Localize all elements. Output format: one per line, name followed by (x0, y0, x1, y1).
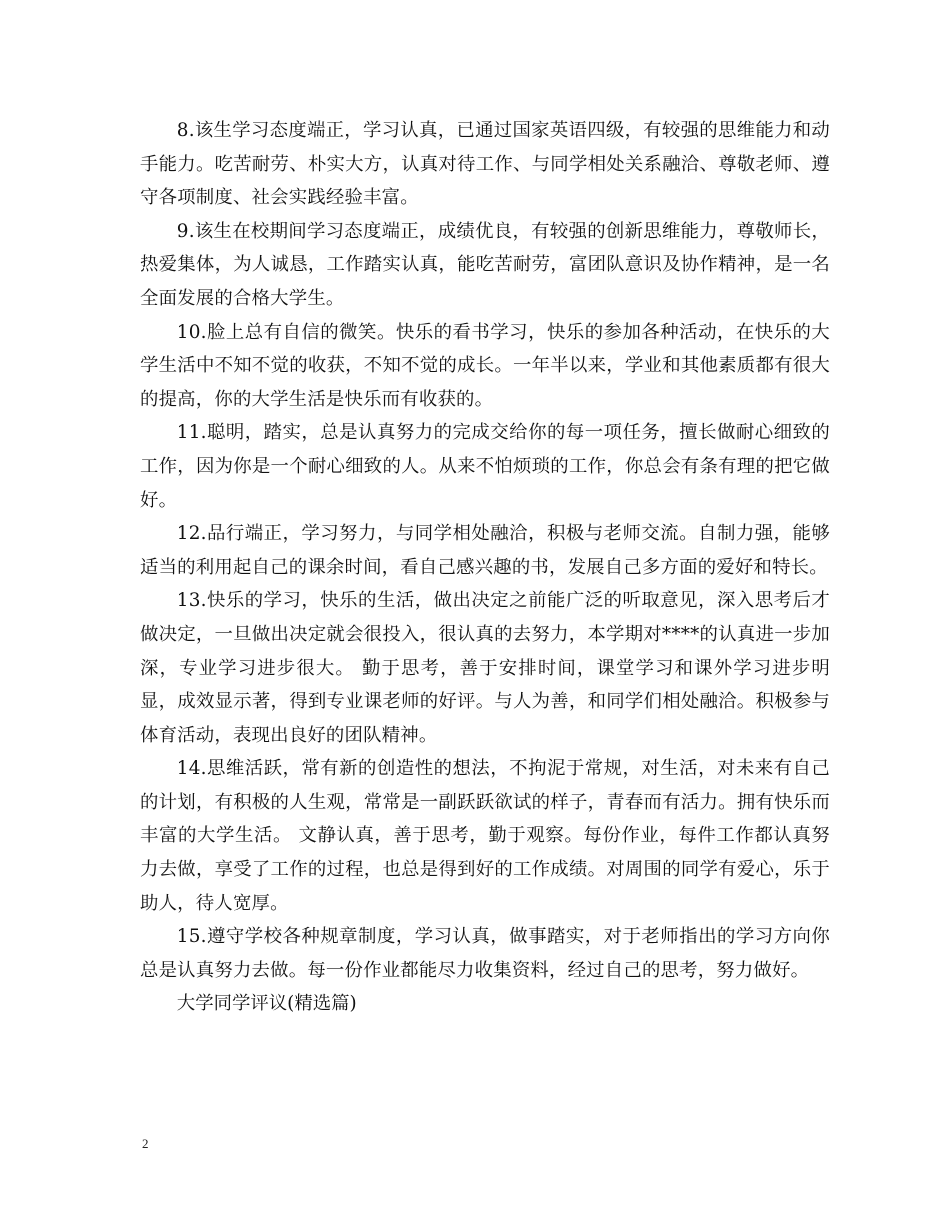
paragraph-10: 10.脸上总有自信的微笑。快乐的看书学习，快乐的参加各种活动，在快乐的大学生活中不知不觉的收获，不知不觉的成长。一年半以来，学业和其他素质都有很大的提高，你的大学生活是快乐而有收获的。 (140, 321, 830, 410)
paragraph-14: 14.思维活跃，常有新的创造性的想法，不拘泥于常规，对生活，对未来有自己的计划，有积极的人生观，常常是一副跃跃欲试的样子，青春而有活力。拥有快乐而丰富的大学生活。 文静认真，善于思考，勤于观察。每份作业，每件工作都认真努力去做，享受了工作的过程，也总是得到好的工作成绩。对周围的同学有爱心，乐于助人，待人宽厚。 (140, 758, 830, 914)
section-heading: 大学同学评议(精选篇) (176, 993, 357, 1015)
paragraph-13: 13.快乐的学习，快乐的生活，做出决定之前能广泛的听取意见，深入思考后才做决定，一旦做出决定就会很投入，很认真的去努力，本学期对****的认真进一步加深，专业学习进步很大。 勤于思考，善于安排时间，课堂学习和课外学习进步明显，成效显示著，得到专业课老师的好评。与人为善，和同学们相处融洽。积极参与体育活动，表现出良好的团队精神。 (140, 590, 830, 746)
paragraph-12: 12.品行端正，学习努力，与同学相处融洽，积极与老师交流。自制力强，能够适当的利用起自己的课余时间，看自己感兴趣的书，发展自己多方面的爱好和特长。 (140, 523, 830, 578)
paragraph-9: 9.该生在校期间学习态度端正，成绩优良，有较强的创新思维能力，尊敬师长，热爱集体，为人诚恳，工作踏实认真，能吃苦耐劳，富团队意识及协作精神，是一名全面发展的合格大学生。 (140, 220, 830, 309)
paragraph-15: 15.遵守学校各种规章制度，学习认真，做事踏实，对于老师指出的学习方向你总是认真努力去做。每一份作业都能尽力收集资料，经过自己的思考，努力做好。 (140, 926, 830, 981)
paragraph-8: 8.该生学习态度端正，学习认真，已通过国家英语四级，有较强的思维能力和动手能力。吃苦耐劳、朴实大方，认真对待工作、与同学相处关系融洽、尊敬老师、遵守各项制度、社会实践经验丰富。 (140, 120, 830, 209)
document-body (140, 114, 830, 1021)
page-number: 2 (142, 1136, 149, 1151)
paragraph-11: 11.聪明，踏实，总是认真努力的完成交给你的每一项任务，擅长做耐心细致的工作，因为你是一个耐心细致的人。从来不怕烦琐的工作，你总会有条有理的把它做好。 (140, 422, 830, 511)
